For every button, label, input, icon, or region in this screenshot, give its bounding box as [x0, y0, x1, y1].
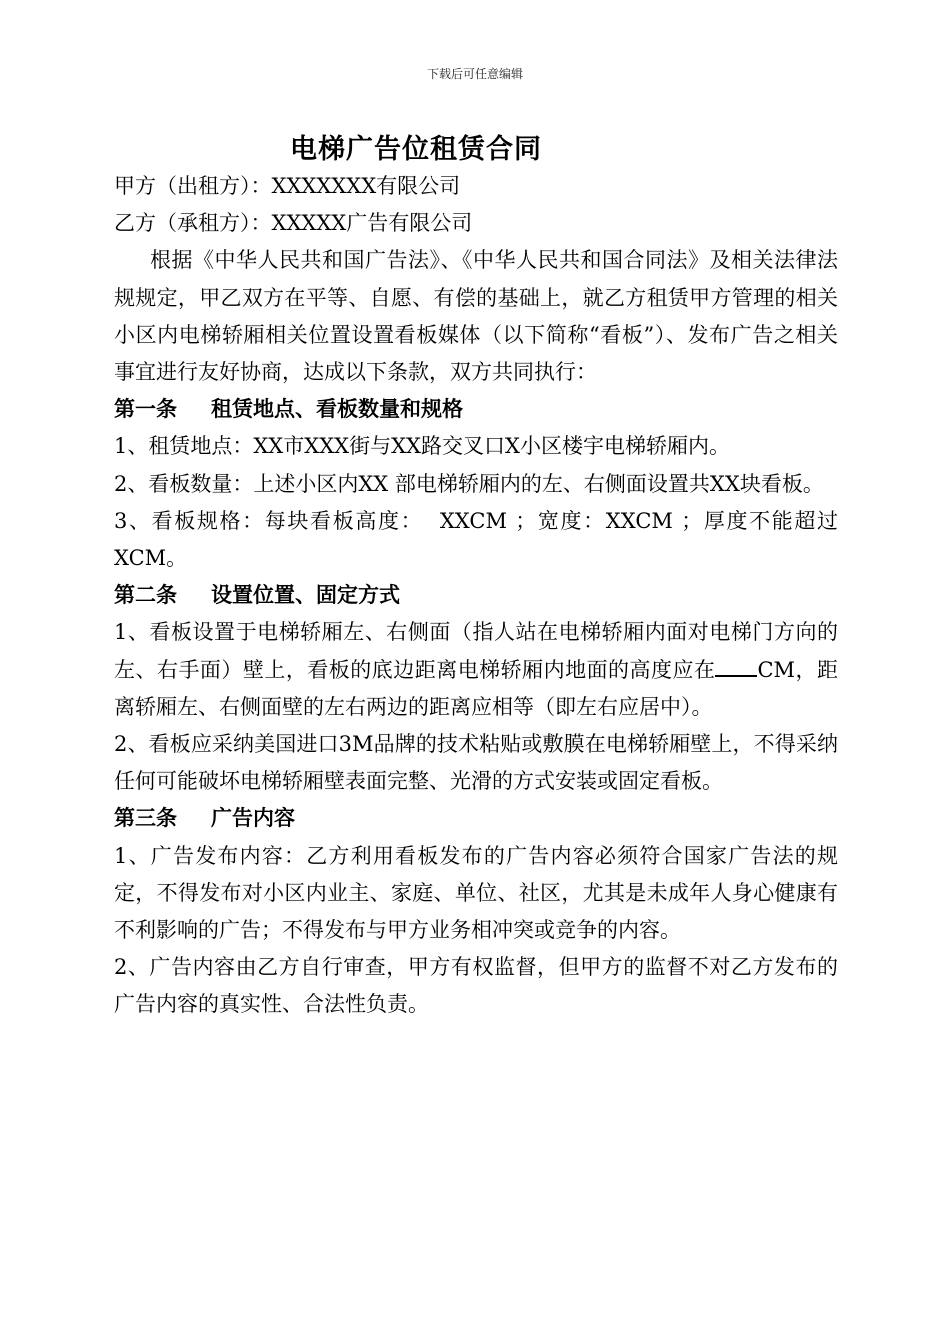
- party-b: 乙方（承租方）：XXXXX广告有限公司: [114, 211, 473, 236]
- article-2-clause-1: [114, 614, 838, 726]
- article-2-clause-1-end: CM，距离轿厢左、右侧面壁的左右两边的距离应相等（即左右应居中）。: [114, 657, 839, 719]
- article-2-number: 第二条: [114, 583, 177, 608]
- document-body: [114, 168, 838, 1024]
- header-note: 下载后可任意编辑: [426, 67, 523, 81]
- article-2-clause-2: 2、看板应采纳美国进口3M品牌的技术粘贴或敷膜在电梯轿厢壁上，不得采纳任何可能破坏电梯轿厢壁表面完整、光滑的方式安装或固定看板。: [114, 732, 838, 794]
- article-1-clause-2: 2、看板数量：上述小区内XX 部电梯轿厢内的左、右侧面设置共XX块看板。: [114, 471, 824, 496]
- document-title: 电梯广告位租赁合同: [290, 134, 542, 165]
- article-3-clause-1: 1、广告发布内容：乙方利用看板发布的广告内容必须符合国家广告法的规定，不得发布对小区内业主、家庭、单位、社区，尤其是未成年人身心健康有不利影响的广告；不得发布与甲方业务相冲突或竞争的内容。: [114, 843, 838, 943]
- preamble-paragraph: 根据《中华人民共和国广告法》、《中华人民共和国合同法》及相关法律法规规定，甲乙双方在平等、自愿、有偿的基础上，就乙方租赁甲方管理的相关小区内电梯轿厢相关位置设置看板媒体（以下简称“看板”）、发布广告之相关事宜进行友好协商，达成以下条款，双方共同执行：: [114, 248, 838, 385]
- article-3-heading: [114, 800, 838, 837]
- article-1-heading: [114, 391, 838, 428]
- party-a: 甲方（出租方）：XXXXXXX有限公司: [114, 174, 461, 198]
- article-2-clause-1-start: 1、看板设置于电梯轿厢左、右侧面（指人站在电梯轿厢内面对电梯门方向的左、右手面）壁上，看板的底边距离电梯轿厢内地面的高度应在: [114, 620, 838, 682]
- article-1-clause-3: 3、看板规格：每块看板高度： XXCM ；宽度：XXCM ；厚度不能超过XCM。: [114, 508, 838, 571]
- article-1-number: 第一条: [114, 397, 177, 422]
- article-2-heading: [114, 577, 838, 614]
- article-1-clause-1: 1、租赁地点：XX市XXX街与XX路交叉口X小区楼宇电梯轿厢内。: [114, 434, 730, 459]
- article-3-clause-2: 2、广告内容由乙方自行审查，甲方有权监督，但甲方的监督不对乙方发布的广告内容的真实性、合法性负责。: [114, 955, 838, 1017]
- article-3-number: 第三条: [114, 806, 177, 831]
- blank-underline: [715, 657, 757, 677]
- article-1-title: 租赁地点、看板数量和规格: [211, 397, 463, 422]
- article-3-title: 广告内容: [211, 806, 295, 831]
- article-2-title: 设置位置、固定方式: [211, 583, 400, 608]
